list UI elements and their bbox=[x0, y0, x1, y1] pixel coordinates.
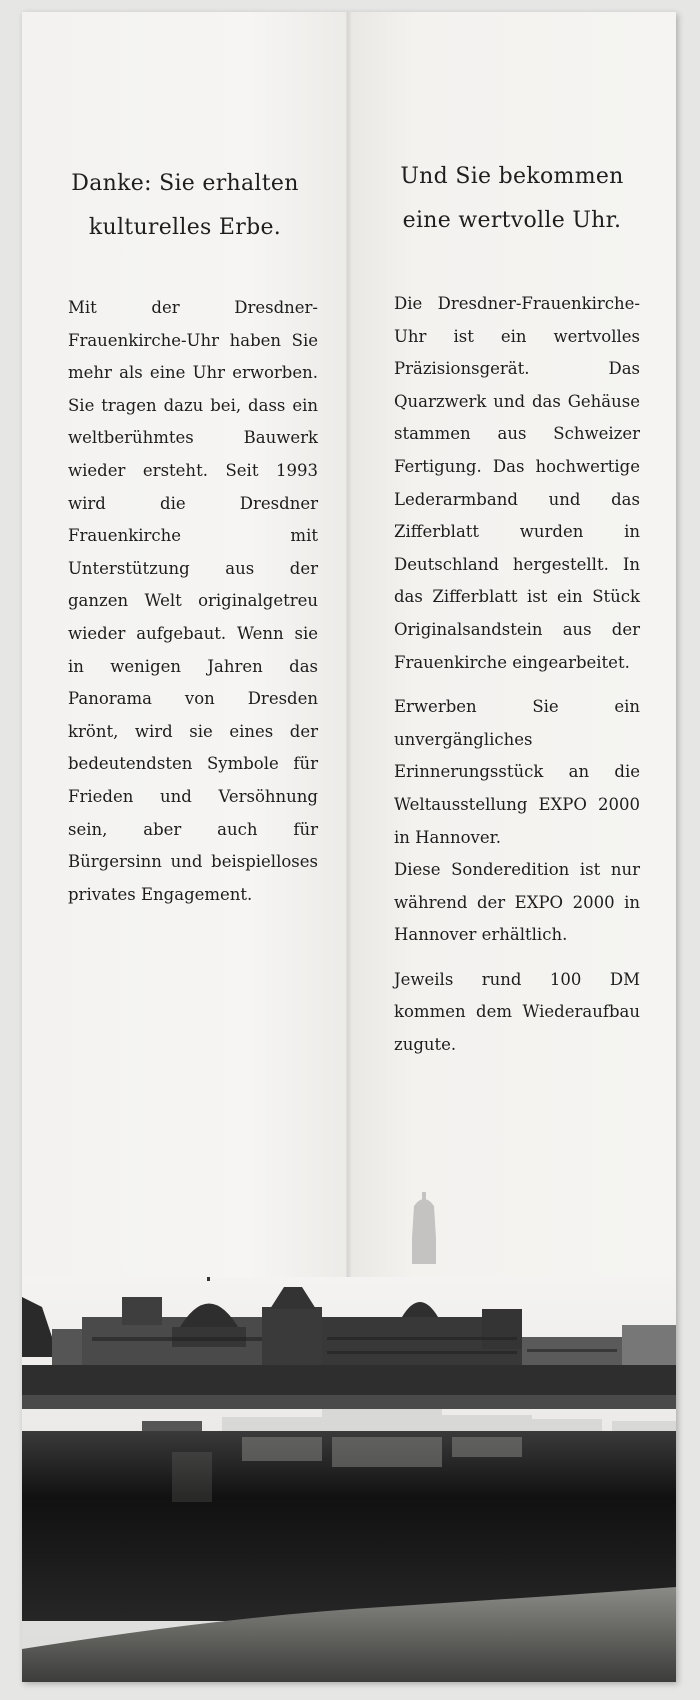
right-paragraph-1: Die Dresdner-Frauenkirche-Uhr ist ein wertvolles Präzisionsgerät. Das Quarzwerk und das Gehäuse stammen aus Schweizer Fertigung. Das hochwertige Lederarmband und das Zifferblatt wurden in Deutschland hergestellt. In das Zifferblatt ist ein Stück Originalsandstein aus der Frauenkirche eingearbeitet. bbox=[394, 294, 640, 672]
left-heading bbox=[40, 162, 330, 250]
left-heading-line1: Danke: Sie erhalten bbox=[71, 171, 299, 196]
skyline-photo bbox=[22, 1277, 676, 1682]
right-paragraph-3: Diese Sonderedition ist nur während der EXPO 2000 in Hannover erhältlich. bbox=[394, 860, 640, 945]
left-heading-line2: kulturelles Erbe. bbox=[88, 215, 282, 240]
right-heading-line1: Und Sie bekommen bbox=[400, 164, 624, 189]
right-heading bbox=[362, 155, 662, 243]
right-body-text bbox=[394, 288, 640, 1074]
right-paragraph-4: Jeweils rund 100 DM kommen dem Wiederaufbau zugute. bbox=[394, 969, 640, 1055]
right-paragraph-2: Erwerben Sie ein unvergängliches Erinnerungsstück an die Weltausstellung EXPO 2000 in Hannover. bbox=[394, 697, 640, 847]
folded-brochure bbox=[22, 12, 676, 1682]
left-paragraph: Mit der Dresdner-Frauenkirche-Uhr haben Sie mehr als eine Uhr erworben. Sie tragen dazu bei, dass ein weltberühmtes Bauwerk wieder ersteht. Seit 1993 wird die Dresdner Frauenkirche mit Unterstützung aus der ganzen Welt originalgetreu wieder aufgebaut. Wenn sie in wenigen Jahren das Panorama von Dresden krönt, wird sie eines der bedeutendsten Symbole für Frieden und Versöhnung sein, aber auch für Bürgersinn und beispielloses privates Engagement. bbox=[68, 298, 318, 904]
left-body-text bbox=[68, 292, 318, 911]
right-heading-line2: eine wertvolle Uhr. bbox=[402, 208, 622, 233]
